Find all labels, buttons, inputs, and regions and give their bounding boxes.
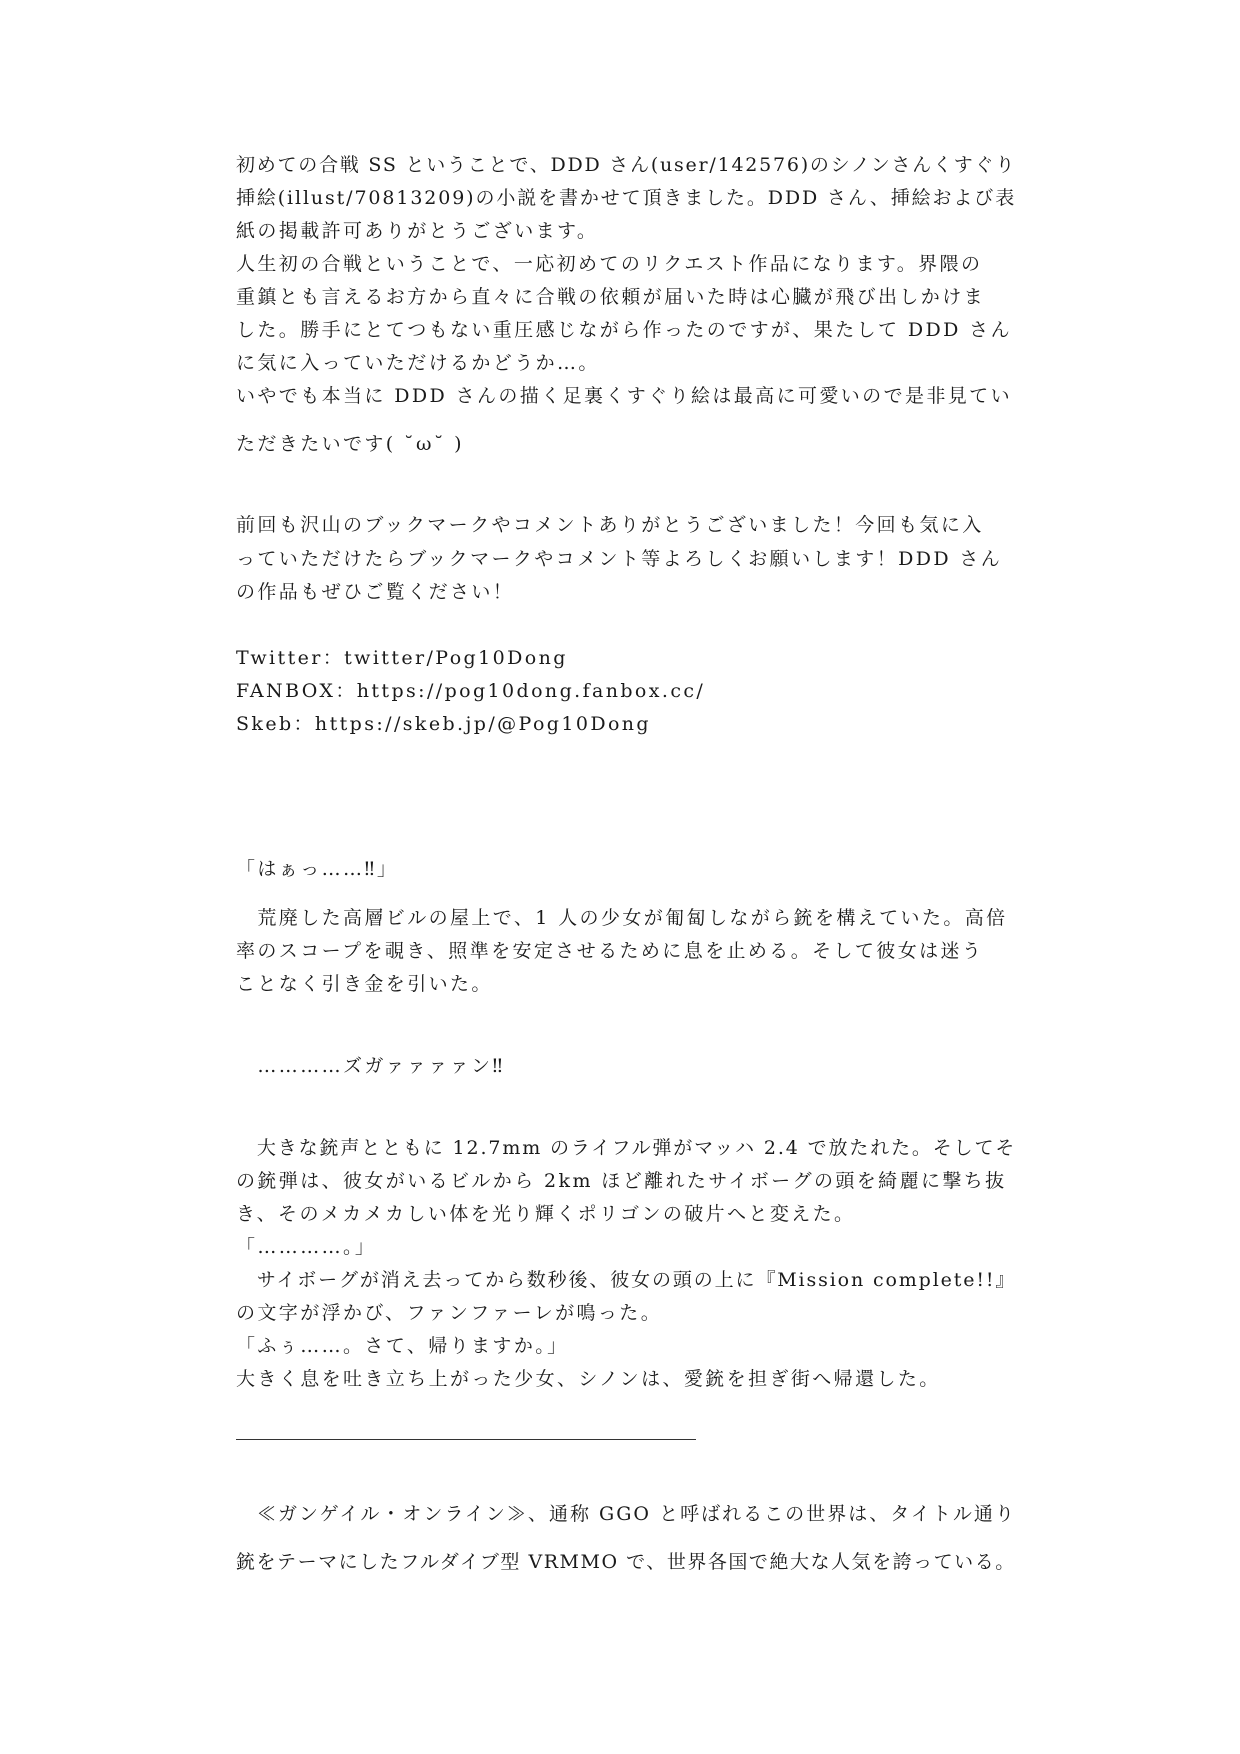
story-line: サイボーグが消え去ってから数秒後、彼女の頭の上に『Mission complete!!』 <box>236 1269 1017 1291</box>
afterword-line: 紙の掲載許可ありがとうございます。 <box>236 220 599 242</box>
thanks-line: の作品もぜひご覧ください！ <box>236 581 515 603</box>
story-line: …………ズガァァァァン‼ <box>236 1055 505 1077</box>
story-line: 率のスコープを覗き、照準を安定させるために息を止める。そして彼女は迷う <box>236 940 984 962</box>
afterword-line: 人生初の合戦ということで、一応初めてのリクエスト作品になります。界隈の <box>236 253 983 275</box>
afterword-line: ただきたいです( ˘ω˘ ) <box>236 433 464 455</box>
story-line: 大きな銃声とともに 12.7mm のライフル弾がマッハ 2.4 で放たれた。そしてそ <box>236 1137 1017 1159</box>
thanks-line: っていただけたらブックマークやコメント等よろしくお願いします！DDD さん <box>236 548 1003 570</box>
story-line: 「はぁっ……‼」 <box>236 858 399 880</box>
story-line: 銃をテーマにしたフルダイブ型 VRMMO で、世界各国で絶大な人気を誇っている。 <box>236 1551 1016 1573</box>
afterword-line: 重鎮とも言えるお方から直々に合戦の依頼が届いた時は心臓が飛び出しかけま <box>236 286 986 308</box>
story-line: 大きく息を吐き立ち上がった少女、シノンは、愛銃を担ぎ街へ帰還した。 <box>236 1368 941 1390</box>
fanbox-link[interactable] <box>236 678 705 704</box>
story-line: の文字が浮かび、ファンファーレが鳴った。 <box>236 1302 663 1324</box>
story-line: ことなく引き金を引いた。 <box>236 973 493 995</box>
afterword-line: に気に入っていただけるかどうか…。 <box>236 352 600 374</box>
afterword-line: いやでも本当に DDD さんの描く足裏くすぐり絵は最高に可愛いので是非見てい <box>236 385 1012 407</box>
fanbox-link-text[interactable]: FANBOX：https://pog10dong.fanbox.cc/ <box>236 680 706 702</box>
story-line: 「ふぅ……。さて、帰りますか。」 <box>236 1335 569 1357</box>
story-line: き、そのメカメカしい体を光り輝くポリゴンの破片へと変えた。 <box>236 1203 856 1225</box>
afterword-line: 初めての合戦 SS ということで、DDD さん(user/142576)のシノンさんくすぐり <box>236 154 1017 176</box>
skeb-link[interactable] <box>236 711 651 737</box>
story-line: 荒廃した高層ビルの屋上で、1 人の少女が匍匐しながら銃を構えていた。高倍 <box>236 907 1008 929</box>
thanks-line: 前回も沢山のブックマークやコメントありがとうございました！今回も気に入 <box>236 514 984 536</box>
afterword-line: した。勝手にとてつもない重圧感じながら作ったのですが、果たして DDD さん <box>236 319 1012 341</box>
twitter-link-text[interactable]: Twitter：twitter/Pog10Dong <box>236 647 568 669</box>
afterword-line: 挿絵(illust/70813209)の小説を書かせて頂きました。DDD さん、挿絵および表 <box>236 187 1017 209</box>
skeb-link-text[interactable]: Skeb：https://skeb.jp/@Pog10Dong <box>236 713 651 735</box>
twitter-link[interactable] <box>236 645 568 671</box>
story-line: ≪ガンゲイル・オンライン≫、通称 GGO と呼ばれるこの世界は、タイトル通り <box>236 1503 1016 1525</box>
story-line: 「…………。」 <box>236 1236 377 1258</box>
section-divider <box>236 1439 696 1440</box>
story-line: の銃弾は、彼女がいるビルから 2km ほど離れたサイボーグの頭を綺麗に撃ち抜 <box>236 1170 1007 1192</box>
